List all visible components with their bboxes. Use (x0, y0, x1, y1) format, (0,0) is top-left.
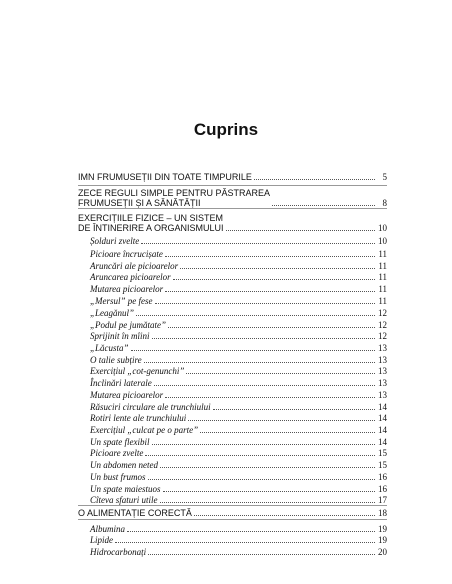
dot-leader (163, 490, 376, 492)
toc-entry-title: O talie subțire (90, 355, 142, 365)
dot-leader (188, 419, 375, 421)
toc-entry-title: Un spate maiestuos (90, 484, 161, 494)
toc-entry (90, 343, 387, 353)
toc-page-number: 13 (378, 378, 387, 388)
toc-entry (90, 524, 387, 534)
toc-page-number: 19 (378, 524, 387, 534)
toc-page-number: 11 (378, 284, 387, 294)
toc-entry-title: Un spate flexibil (90, 437, 150, 447)
toc-entry (78, 188, 387, 208)
dot-leader (194, 514, 375, 516)
toc-page-number: 11 (378, 261, 387, 271)
toc-entry (90, 366, 387, 376)
toc-entry (90, 535, 387, 545)
toc-entry-title: Exercițiul „culcat pe o parte” (90, 425, 199, 435)
dot-leader (115, 541, 375, 543)
toc-entry-title: Aruncarea picioarelor (90, 272, 171, 282)
dot-leader (148, 553, 375, 555)
dot-leader (168, 326, 375, 328)
dot-leader (200, 431, 375, 433)
toc-entry-title: „Podul pe jumătate” (90, 320, 166, 330)
toc-entry-title: Un abdomen neted (90, 460, 158, 470)
toc-page-number: 17 (378, 495, 387, 505)
toc-entry (90, 284, 387, 294)
section-rule (78, 208, 387, 209)
toc-entry-title: „Lăcusta” (90, 343, 129, 353)
dot-leader (155, 302, 376, 304)
toc-page-number: 12 (378, 320, 387, 330)
toc-entry (90, 472, 387, 482)
toc-entry-title: Lipide (90, 535, 114, 545)
dot-leader (141, 242, 375, 244)
dot-leader (213, 408, 375, 410)
section-rule (78, 505, 387, 506)
toc-entry (90, 425, 387, 435)
toc-page-number: 10 (378, 223, 387, 233)
toc-entry (90, 308, 387, 318)
toc-entry-title: Mutarea picioarelor (90, 284, 164, 294)
toc-page-number: 8 (382, 198, 387, 208)
toc-page-number: 13 (378, 390, 387, 400)
section-rule (78, 185, 387, 186)
toc-entry-title: EXERCIȚIILE FIZICE – UN SISTEM DE ÎNTINERIRE A ORGANISMULUI (78, 213, 224, 233)
toc-page-number: 11 (378, 296, 387, 306)
dot-leader (226, 229, 375, 231)
toc-entry-title: „Leagănul” (90, 308, 135, 318)
dot-leader (152, 443, 376, 445)
toc-page-number: 13 (378, 343, 387, 353)
toc-entry (78, 172, 387, 182)
toc-entry (90, 272, 387, 282)
toc-entry (90, 320, 387, 330)
toc-entry (90, 484, 387, 494)
dot-leader (160, 466, 375, 468)
toc-page-number: 18 (378, 508, 387, 518)
toc-page-number: 13 (378, 355, 387, 365)
toc-entry-title: Picioare încrucișate (90, 249, 163, 259)
toc-entry-title: Cîteva sfaturi utile (90, 495, 158, 505)
toc-page-number: 13 (378, 366, 387, 376)
dot-leader (254, 178, 375, 180)
toc-entry (90, 547, 387, 557)
toc-entry (90, 249, 387, 259)
toc-page-number: 14 (378, 437, 387, 447)
dot-leader (165, 290, 375, 292)
toc-page-number: 15 (378, 460, 387, 470)
toc-entry (90, 460, 387, 470)
toc-entry (90, 355, 387, 365)
toc-entry-title: Hidrocarbonați (90, 547, 147, 557)
dot-leader (136, 314, 375, 316)
toc-page-number: 14 (378, 425, 387, 435)
toc-page-number: 14 (378, 402, 387, 412)
dot-leader (152, 337, 375, 339)
toc-page-number: 11 (378, 272, 387, 282)
toc-entry (90, 331, 387, 341)
toc-entry-title: Șolduri zvelte (90, 236, 140, 246)
toc-entry-title: Mutarea picioarelor (90, 390, 164, 400)
toc-entry-title: Sprijinit în mîini (90, 331, 150, 341)
toc-entry (90, 413, 387, 423)
toc-entry-title: Exercițiul „cot-genunchi” (90, 366, 185, 376)
toc-page-number: 5 (382, 172, 387, 182)
toc-entry (78, 508, 387, 518)
dot-leader (131, 349, 375, 351)
toc-page-number: 10 (378, 236, 387, 246)
toc-page-number: 20 (378, 547, 387, 557)
toc-page-number: 16 (378, 472, 387, 482)
toc-entry-title: Răsuciri circulare ale trunchiului (90, 402, 211, 412)
toc-entry (90, 437, 387, 447)
dot-leader (165, 396, 375, 398)
toc-entry (90, 448, 387, 458)
toc-page-number: 15 (378, 448, 387, 458)
toc-entry-title: Albumina (90, 524, 125, 534)
toc-page-number: 12 (378, 331, 387, 341)
toc-page-number: 12 (378, 308, 387, 318)
toc-entry-title: Aruncări ale picioarelor (90, 261, 179, 271)
toc-entry-title: IMN FRUMUSEȚII DIN TOATE TIMPURILE (78, 172, 252, 182)
toc-entry-title: Înclinări laterale (90, 378, 152, 388)
toc-entry (90, 261, 387, 271)
toc-page-number: 11 (378, 249, 387, 259)
toc-entry-title: O ALIMENTAȚIE CORECTĂ (78, 508, 192, 518)
page-title: Cuprins (193, 120, 259, 139)
toc-entry-title: ZECE REGULI SIMPLE PENTRU PĂSTRAREA FRUMUSEȚII ȘI A SĂNĂTĂȚII (78, 188, 271, 208)
toc-entry-title: Picioare zvelte (90, 448, 144, 458)
dot-leader (127, 530, 375, 532)
dot-leader (144, 361, 375, 363)
dot-leader (272, 204, 375, 206)
dot-leader (165, 255, 375, 257)
dot-leader (180, 267, 375, 269)
section-rule (78, 519, 387, 520)
dot-leader (186, 372, 375, 374)
dot-leader (160, 501, 376, 503)
toc-entry-title: Rotiri lente ale trunchiului (90, 413, 187, 423)
toc-page-number: 14 (378, 413, 387, 423)
toc-entry-title: Un bust frumos (90, 472, 146, 482)
toc-entry (90, 495, 387, 505)
toc-entry (90, 296, 387, 306)
toc-entry (90, 378, 387, 388)
toc-page-number: 16 (378, 484, 387, 494)
dot-leader (145, 454, 375, 456)
toc-entry (90, 236, 387, 246)
toc-entry (90, 402, 387, 412)
dot-leader (148, 478, 375, 480)
dot-leader (173, 278, 375, 280)
dot-leader (154, 384, 375, 386)
toc-page-number: 19 (378, 535, 387, 545)
toc-entry (90, 390, 387, 400)
toc-entry-title: „Mersul” pe fese (90, 296, 153, 306)
toc-entry (78, 213, 387, 233)
